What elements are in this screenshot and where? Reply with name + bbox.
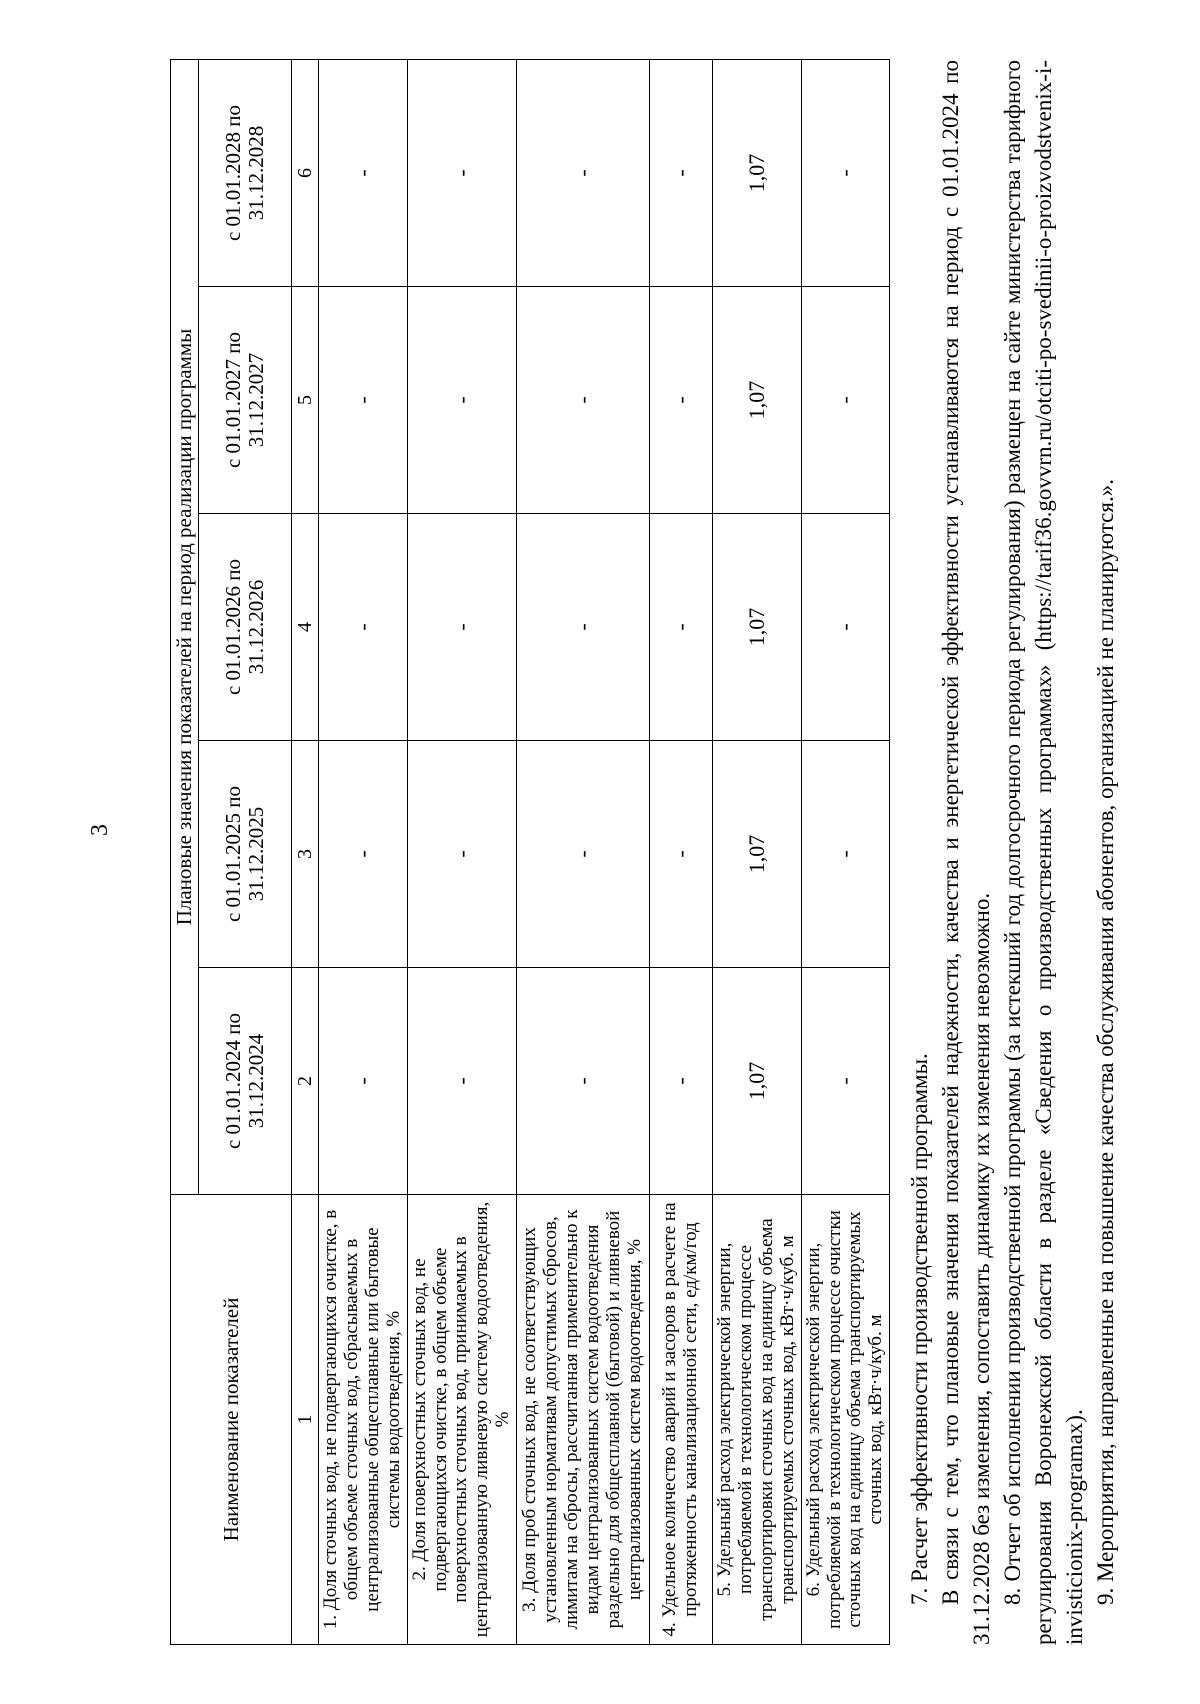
indicator-value: - <box>517 287 650 514</box>
indicator-value: - <box>517 968 650 1195</box>
indicator-name: 4. Удельное количество аварий и засоров в расчете на протяженность канализационной сети, ед/км/год <box>650 1195 713 1645</box>
indicators-table <box>170 59 890 1645</box>
indicator-value: 1,07 <box>713 59 802 286</box>
indicator-value: - <box>517 59 650 286</box>
paragraph-8-text: 8. Отчет об исполнении производственной программы (за истекший год долгосрочного периода регулирования) размещен на сайте министерства тарифного регулирования Воронежской области в разделе «Сведения о производственных программах» (https://tarif36.govvrn.ru/otciti-po-svedinii-o-proizvodstvenix-i-invisticionix-programax). <box>1000 60 1088 1645</box>
indicator-name: 2. Доля поверхностных сточных вод, не подвергающихся очистке, в общем объеме поверхностных сточных вод, принимаемых в централизованную ливневую систему водоотведения, % <box>407 1195 516 1645</box>
table-row <box>713 59 802 1644</box>
rotated-page-content <box>170 60 1119 1645</box>
indicator-value: - <box>801 514 890 741</box>
indicator-value: - <box>650 514 713 741</box>
indicator-value: 1,07 <box>713 514 802 741</box>
column-number: 5 <box>292 287 319 514</box>
header-period-2028: с 01.01.2028 по 31.12.2028 <box>199 59 292 286</box>
header-plan-values: Плановые значения показателей на период реализации программы <box>171 59 199 1194</box>
indicator-value: - <box>319 741 408 968</box>
page-number: 3 <box>87 824 113 836</box>
column-number: 6 <box>292 59 319 286</box>
indicator-name: 1. Доля сточных вод, не подвергающихся очистке, в общем объеме сточных вод, сбрасываемых в централизованные общесплавные или бытовые системы водоотведения, % <box>319 1195 408 1645</box>
indicator-value: - <box>407 59 516 286</box>
indicator-value: - <box>801 741 890 968</box>
indicator-value: - <box>650 741 713 968</box>
paragraph-9-text: 9. Мероприятия, направленные на повышение качества обслуживания абонентов, организацией не планируются.». <box>1093 479 1119 1605</box>
indicator-value: - <box>650 968 713 1195</box>
table-row <box>650 59 713 1644</box>
column-number: 2 <box>292 968 319 1195</box>
table-row <box>801 59 890 1644</box>
indicator-value: - <box>517 514 650 741</box>
indicator-name: 3. Доля проб сточных вод, не соответствующих установленным нормативам допустимых сбросов, лимитам на сбросы, рассчитанная применительно к видам централизованных систем водоотведения раздельно для общесплавной (бытовой) и ливневой централизованных систем водоотведения, % <box>517 1195 650 1645</box>
indicator-value: - <box>407 287 516 514</box>
header-period-2024: с 01.01.2024 по 31.12.2024 <box>199 968 292 1195</box>
column-number: 3 <box>292 741 319 968</box>
header-period-2025: с 01.01.2025 по 31.12.2025 <box>199 741 292 968</box>
indicator-value: - <box>801 968 890 1195</box>
paragraph-7-text: В связи с тем, что плановые значения показателей надежности, качества и энергетической эффективности устанавливаются на период с 01.01.2024 по 31.12.2028 без изменения, сопоставить динамику их изменения невозможно. <box>938 60 995 1645</box>
indicator-value: - <box>319 287 408 514</box>
indicator-name: 5. Удельный расход электрической энергии, потребляемой в технологическом процессе транспортировки сточных вод на единицу объема транспортируемых сточных вод, кВт·ч/куб. м <box>713 1195 802 1645</box>
indicator-value: - <box>407 741 516 968</box>
indicator-value: - <box>801 287 890 514</box>
indicator-value: 1,07 <box>713 968 802 1195</box>
header-period-2027: с 01.01.2027 по 31.12.2027 <box>199 287 292 514</box>
header-period-2026: с 01.01.2026 по 31.12.2026 <box>199 514 292 741</box>
table-row <box>407 59 516 1644</box>
table-row <box>517 59 650 1644</box>
indicator-value: - <box>319 59 408 286</box>
paragraph-7-heading: 7. Расчет эффективности производственной программы. <box>907 1053 933 1605</box>
indicator-value: - <box>407 968 516 1195</box>
column-number: 4 <box>292 514 319 741</box>
document-body <box>904 60 1121 1645</box>
column-number: 1 <box>292 1195 319 1645</box>
indicator-value: - <box>517 741 650 968</box>
indicator-value: 1,07 <box>713 741 802 968</box>
indicator-value: - <box>650 59 713 286</box>
indicator-value: 1,07 <box>713 287 802 514</box>
indicator-value: - <box>319 968 408 1195</box>
indicator-value: - <box>407 514 516 741</box>
indicator-value: - <box>650 287 713 514</box>
table-row <box>319 59 408 1644</box>
indicator-value: - <box>319 514 408 741</box>
indicator-value: - <box>801 59 890 286</box>
indicator-name: 6. Удельный расход электрической энергии, потребляемой в технологическом процессе очистки сточных вод на единицу объема транспортируемых сточных вод, кВт·ч/куб. м <box>801 1195 890 1645</box>
header-indicator-name: Наименование показателей <box>171 1195 292 1645</box>
